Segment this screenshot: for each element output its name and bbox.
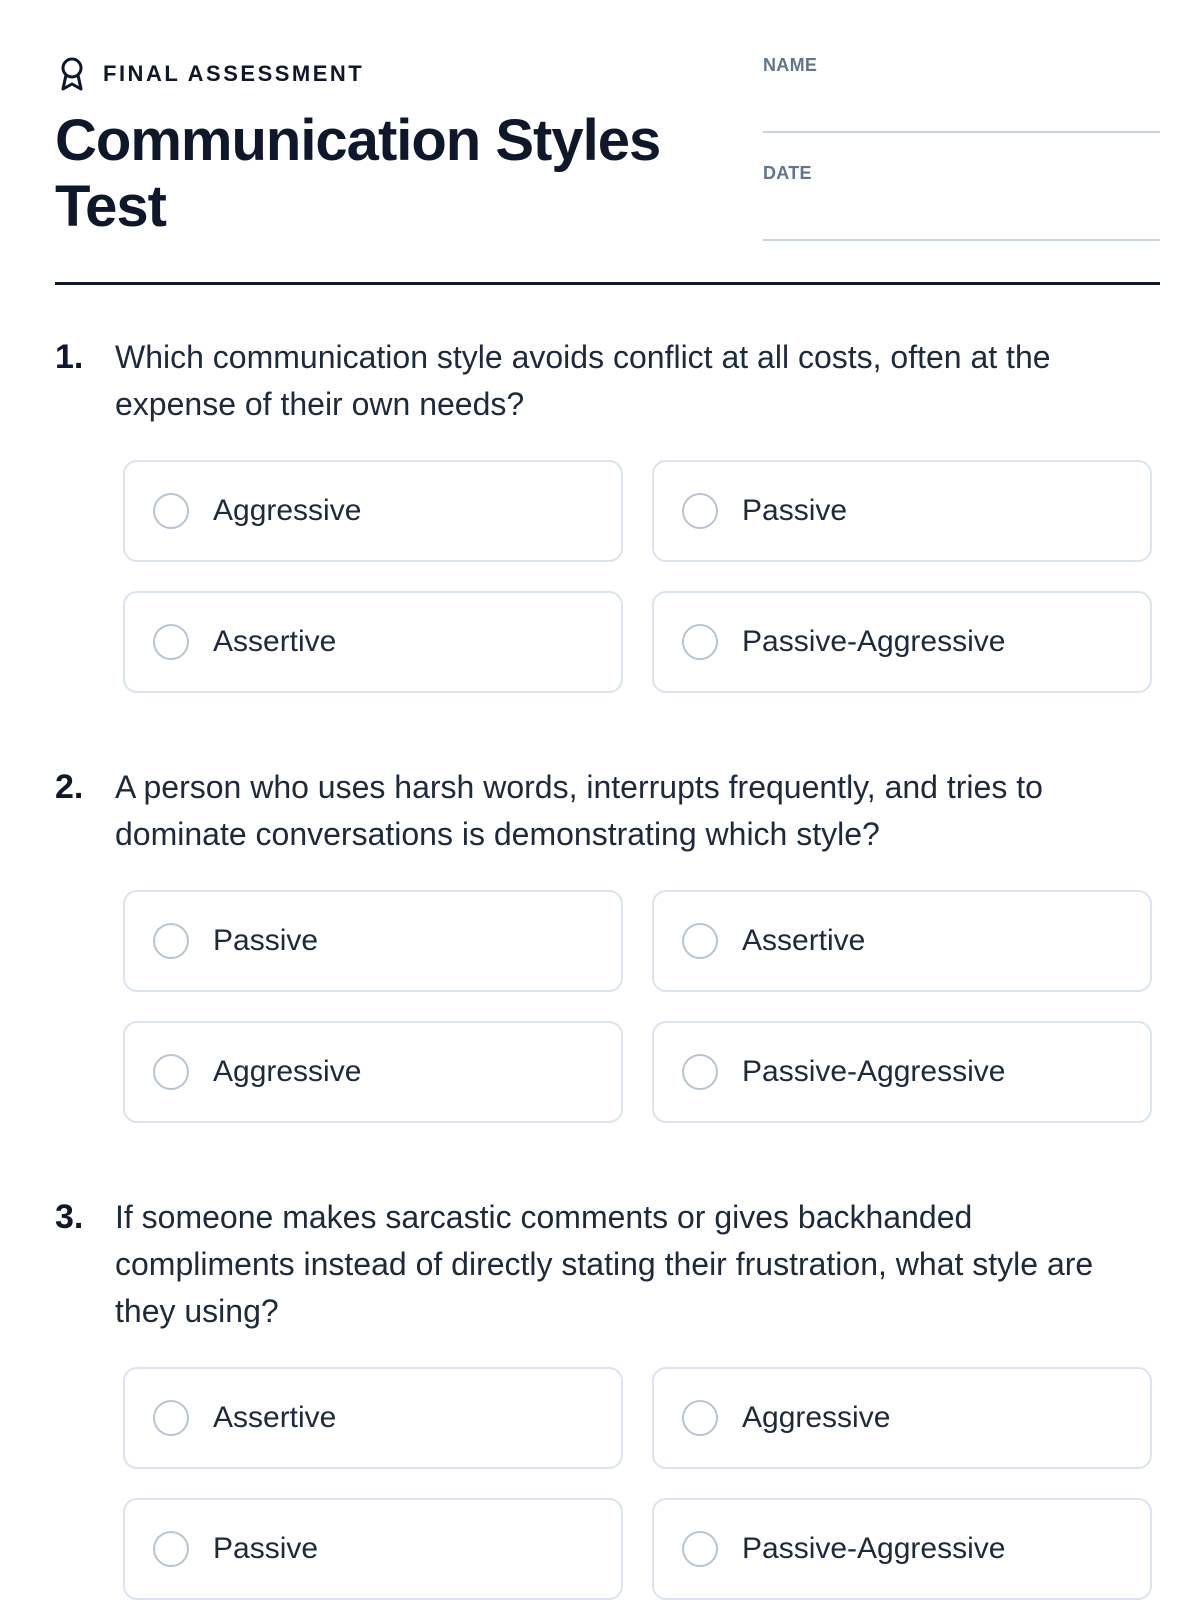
option-label: Assertive bbox=[213, 625, 337, 658]
date-input-line[interactable] bbox=[763, 239, 1160, 241]
name-label: NAME bbox=[763, 55, 818, 75]
question-number: 3. bbox=[55, 1198, 84, 1236]
question-number: 2. bbox=[55, 768, 84, 806]
option-label: Passive bbox=[742, 494, 848, 527]
question-3 bbox=[55, 1194, 1160, 1600]
header bbox=[55, 0, 1160, 285]
option-label: Aggressive bbox=[213, 494, 362, 527]
award-ribbon-icon bbox=[55, 55, 89, 93]
option-label: Passive-Aggressive bbox=[742, 625, 1006, 658]
radio-button[interactable] bbox=[153, 923, 189, 959]
name-field[interactable] bbox=[763, 50, 1160, 158]
radio-button[interactable] bbox=[682, 1531, 718, 1567]
date-field[interactable] bbox=[763, 158, 1160, 266]
answer-option[interactable] bbox=[652, 1498, 1152, 1600]
answer-option[interactable] bbox=[123, 591, 623, 693]
radio-button[interactable] bbox=[153, 1400, 189, 1436]
eyebrow-label: FINAL ASSESSMENT bbox=[103, 61, 365, 86]
assessment-page bbox=[55, 0, 1160, 1600]
page-title: Communication Styles Test bbox=[55, 108, 661, 239]
option-label: Assertive bbox=[742, 924, 866, 957]
question-number: 1. bbox=[55, 338, 84, 376]
answer-option[interactable] bbox=[123, 890, 623, 992]
question-1 bbox=[55, 334, 1160, 693]
radio-button[interactable] bbox=[153, 1531, 189, 1567]
question-text: If someone makes sarcastic comments or gives backhanded compliments instead of directly stating their frustration, what style are they using? bbox=[115, 1199, 1094, 1329]
answer-option[interactable] bbox=[652, 890, 1152, 992]
radio-button[interactable] bbox=[682, 923, 718, 959]
meta-fields bbox=[763, 50, 1160, 266]
radio-button[interactable] bbox=[682, 1400, 718, 1436]
answer-option[interactable] bbox=[123, 1498, 623, 1600]
answer-option[interactable] bbox=[123, 1367, 623, 1469]
question-text: Which communication style avoids conflict at all costs, often at the expense of their own needs? bbox=[115, 339, 1051, 422]
date-label: DATE bbox=[763, 163, 812, 183]
radio-button[interactable] bbox=[153, 1054, 189, 1090]
header-divider bbox=[55, 282, 1160, 285]
answer-option[interactable] bbox=[123, 460, 623, 562]
answer-options bbox=[123, 460, 1160, 693]
answer-option[interactable] bbox=[123, 1021, 623, 1123]
answer-option[interactable] bbox=[652, 1021, 1152, 1123]
answer-options bbox=[123, 1367, 1160, 1600]
answer-option[interactable] bbox=[652, 591, 1152, 693]
eyebrow bbox=[55, 55, 364, 93]
option-label: Passive-Aggressive bbox=[742, 1532, 1006, 1565]
name-input-line[interactable] bbox=[763, 131, 1160, 133]
radio-button[interactable] bbox=[153, 624, 189, 660]
option-label: Passive bbox=[213, 1532, 319, 1565]
option-label: Aggressive bbox=[742, 1401, 891, 1434]
radio-button[interactable] bbox=[682, 624, 718, 660]
radio-button[interactable] bbox=[682, 493, 718, 529]
radio-button[interactable] bbox=[153, 493, 189, 529]
option-label: Aggressive bbox=[213, 1055, 362, 1088]
option-label: Assertive bbox=[213, 1401, 337, 1434]
question-2 bbox=[55, 764, 1160, 1123]
radio-button[interactable] bbox=[682, 1054, 718, 1090]
answer-options bbox=[123, 890, 1160, 1123]
option-label: Passive bbox=[213, 924, 319, 957]
question-text: A person who uses harsh words, interrupts frequently, and tries to dominate conversations is demonstrating which style? bbox=[115, 769, 1043, 852]
option-label: Passive-Aggressive bbox=[742, 1055, 1006, 1088]
answer-option[interactable] bbox=[652, 460, 1152, 562]
answer-option[interactable] bbox=[652, 1367, 1152, 1469]
